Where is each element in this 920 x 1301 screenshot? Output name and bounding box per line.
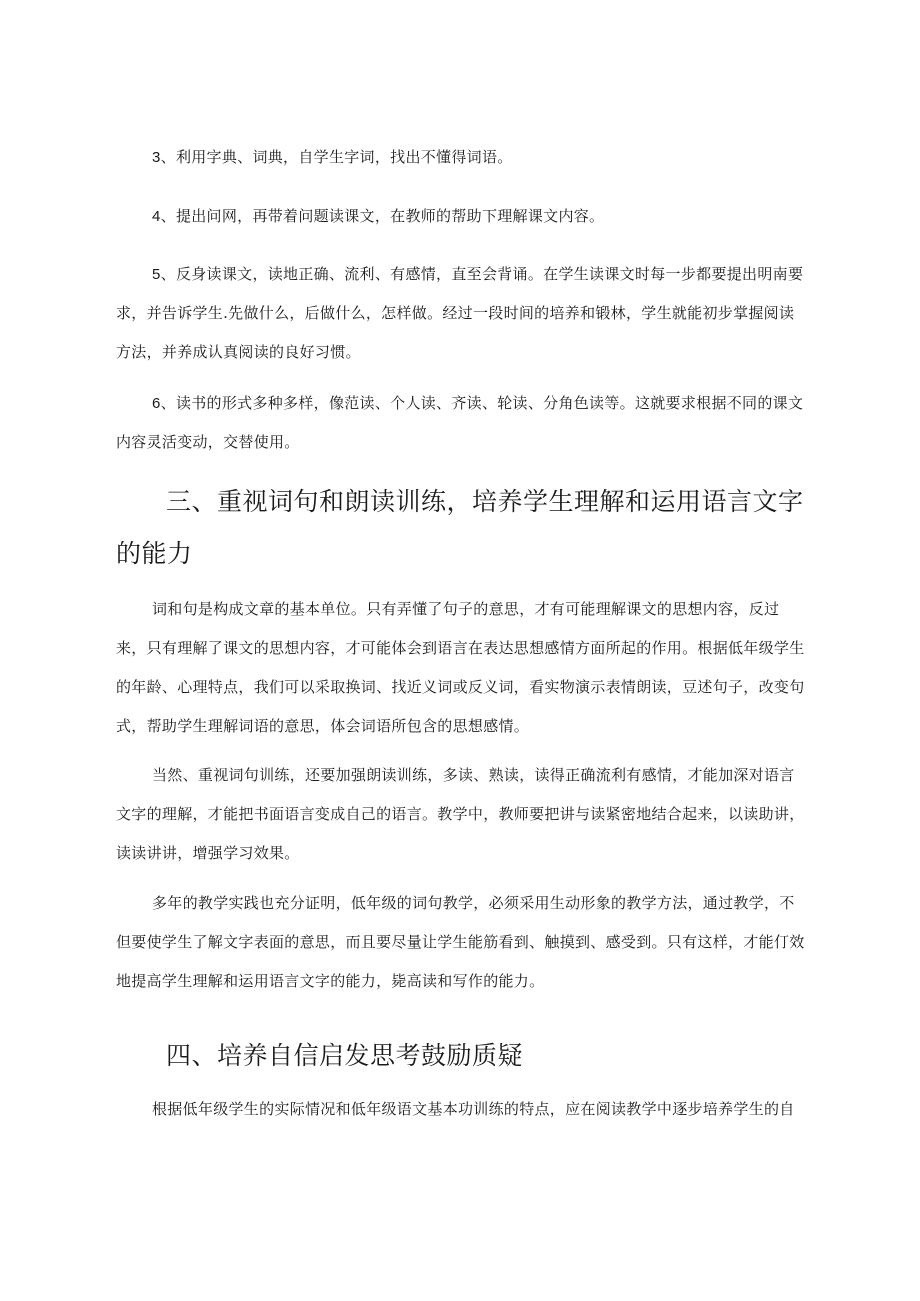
item-text: 、利用字典、词典，自学生字词，找出不懂得词语。 bbox=[160, 148, 513, 166]
paragraph: 根据低年级学生的实际情况和低年级语文基本功训练的特点，应在阅读教学中逐步培养学生的自 bbox=[152, 1100, 795, 1118]
paragraph: 词和句是构成文章的基本单位。只有弄懂了句子的意思，才有可能理解课文的思想内容，反过来，只有理解了课文的思想内容，才可能体会到语言在表达思想感情方面所起的作用。根据低年级学生的年龄、心理特点，我们可以采取换词、找近义词或反义词，看实物演示表情朗读，豆述句子，改变句式，帮助学生理解词语的意思，体会词语所包含的思想感情。 bbox=[116, 600, 805, 735]
item-number: 5 bbox=[152, 266, 161, 283]
item-text: 、读书的形式多种多样，像范读、个人读、齐读、轮读、分角色读等。这就要求根据不同的课文内容灵活变动，交替使用。 bbox=[116, 394, 804, 451]
list-item-6 bbox=[116, 384, 806, 462]
list-item-5 bbox=[116, 255, 806, 372]
section-heading-text: 三、重视词句和朗读训练，培养学生理解和运用语言文字的能力 bbox=[116, 487, 804, 568]
paragraph: 多年的教学实践也充分证明，低年级的词句教学，必须采用生动形象的教学方法，通过教学，不但要使学生了解文字表面的意思，而且要尽量让学生能筋看到、触摸到、感受到。只有这样，才能仃效地提高学生理解和运用语言文字的能力，毙高读和写作的能力。 bbox=[116, 894, 805, 990]
item-number: 4 bbox=[152, 208, 161, 225]
item-text: 、反身读课文，读地正确、流利、有感情，直至会背诵。在学生读课文时每一步都要提出明南要求，并告诉学生.先做什么，后做什么，怎样做。经过一段时间的培养和锻林，学生就能初步掌握阅读方法，并养成认真阅读的良好习惯。 bbox=[116, 265, 804, 361]
item-number: 3 bbox=[152, 149, 161, 166]
section-heading-text: 四、培养自信启发思考鼓励质疑 bbox=[166, 1041, 524, 1070]
list-item-3 bbox=[116, 138, 806, 177]
item-text: 、提出问网，再带着问题读课文，在教师的帮助下理解课文内容。 bbox=[160, 207, 605, 225]
item-number: 6 bbox=[152, 395, 161, 412]
section-heading-4 bbox=[116, 1030, 816, 1082]
paragraph: 当然、重视词句训练，还要加强朗读训练，多读、熟读，读得正确流利有感情，才能加深对语言文字的理解，才能把书面语言变成自己的语言。教学中，教师要把讲与读紧密地结合起来，以读助讲，读读讲讲，增强学习效果。 bbox=[116, 766, 805, 862]
list-item-4 bbox=[116, 197, 806, 236]
section-heading-3 bbox=[116, 476, 816, 580]
